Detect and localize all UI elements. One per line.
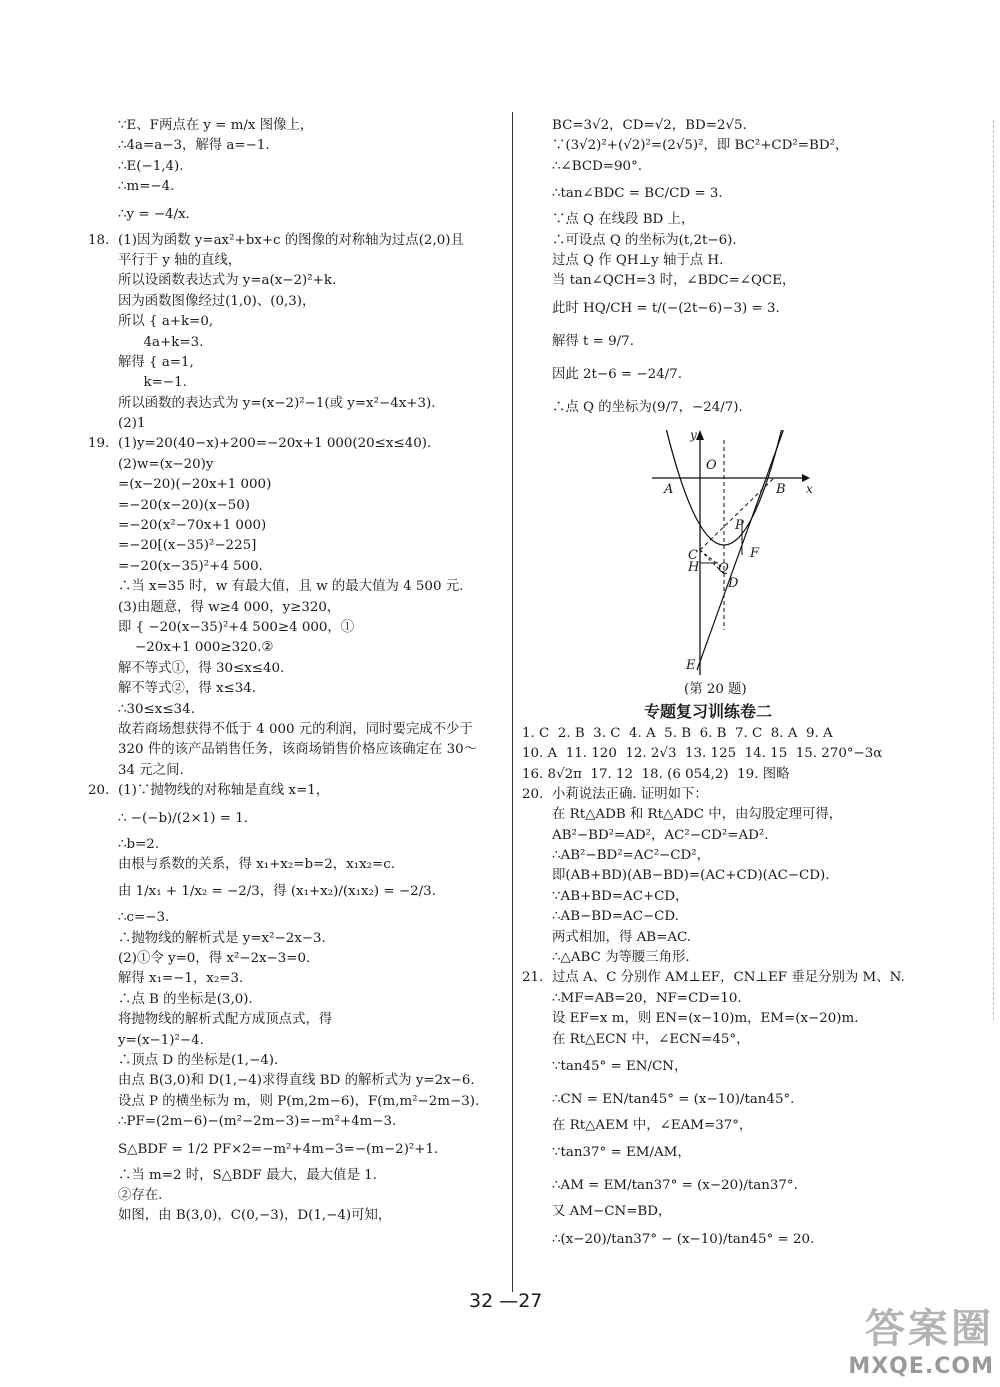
- line-text: 由根与系数的关系，得 x₁+x₂=b=2，x₁x₂=c.: [118, 856, 395, 872]
- answer-line: [522, 1136, 914, 1169]
- answer-line: [88, 136, 506, 156]
- answer-line: [88, 557, 506, 577]
- line-text: ∴△ABC 为等腰三角形.: [552, 950, 690, 966]
- answer-line: [522, 989, 914, 1009]
- line-text: 当 tan∠QCH=3 时，∠BDC=∠QCE，: [552, 273, 796, 289]
- line-text: ∵(3√2)²+(√2)²=(2√5)²，即 BC²+CD²=BD²，: [552, 138, 849, 154]
- answer-line: [88, 373, 506, 393]
- line-text: 4a+k=3.: [118, 334, 204, 350]
- line-text: 所以 { a+k=0,: [118, 314, 214, 330]
- question-number: 21.: [522, 970, 544, 986]
- line-text: 将抛物线的解析式配方成顶点式，得: [118, 1012, 333, 1028]
- line-text: ∵点 Q 在线段 BD 上，: [552, 212, 695, 228]
- answer-line: [88, 929, 506, 949]
- answer-line: [522, 1083, 914, 1116]
- answer-line: [522, 325, 914, 358]
- line-text: ∴点 B 的坐标是(3,0).: [118, 991, 253, 1007]
- line-text: =(x−20)(−20x+1 000): [118, 477, 272, 493]
- y-axis-arrow: [696, 430, 704, 440]
- answer-line: [88, 157, 506, 177]
- answer-line: [522, 928, 914, 948]
- left-column: [88, 116, 506, 1227]
- answer-line: [522, 1223, 914, 1256]
- answer-line: [88, 875, 506, 908]
- line-text: ∴b=2.: [118, 836, 160, 852]
- right-column-bottom: [522, 724, 914, 1256]
- answer-line: [522, 271, 914, 291]
- question-number: 18.: [88, 232, 110, 248]
- answer-line: [88, 835, 506, 855]
- answer-line: [88, 251, 506, 271]
- line-text: ∵tan45° = EN/CN，: [552, 1058, 688, 1074]
- line-text: 解得 t = 9/7.: [552, 333, 634, 349]
- answer-line: [522, 765, 914, 785]
- line-text: 在 Rt△ADB 和 Rt△ADC 中，由勾股定理可得，: [552, 807, 843, 823]
- answer-line: [522, 251, 914, 271]
- answer-line: [88, 1092, 506, 1112]
- line-text: 如图，由 B(3,0)，C(0,−3)，D(1,−4)可知，: [118, 1208, 392, 1224]
- answer-line: [88, 802, 506, 835]
- label-h: H: [688, 559, 700, 575]
- question-number: 19.: [88, 436, 110, 452]
- line-text: 即(AB+BD)(AB−BD)=(AC+CD)(AC−CD).: [552, 868, 830, 884]
- answer-line: [88, 1051, 506, 1071]
- line-text: y=(x−1)²−4.: [118, 1032, 204, 1048]
- line-text: 320 件的该产品销售任务，该商场销售价格应该确定在 30～: [118, 742, 478, 758]
- line-text: =−20(x−20)(x−50): [118, 497, 250, 513]
- answer-line: [88, 1112, 506, 1132]
- answer-line: [88, 1071, 506, 1091]
- line-text: 设点 P 的横坐标为 m，则 P(m,2m−6)，F(m,m²−2m−3).: [118, 1093, 480, 1109]
- line-text: −20x+1 000≥320.②: [118, 640, 274, 656]
- line-text: ∴当 m=2 时，S△BDF 最大，最大值是 1.: [118, 1167, 377, 1183]
- answer-line: [88, 475, 506, 495]
- x-axis-arrow: [802, 474, 810, 482]
- column-divider: [512, 112, 513, 1292]
- watermark: [848, 1297, 994, 1379]
- line-text: 1. C 2. B 3. C 4. A 5. B 6. B 7. C 8. A 9. A: [522, 725, 833, 741]
- line-text: 在 Rt△ECN 中，∠ECN=45°，: [552, 1031, 750, 1047]
- answer-line: [88, 618, 506, 638]
- label-a: A: [664, 481, 674, 497]
- answer-line: [522, 826, 914, 846]
- line-text: ∴4a=a−3，解得 a=−1.: [118, 138, 270, 154]
- label-x: x: [806, 481, 813, 496]
- figure-graph: [652, 427, 842, 680]
- line-text: ∴可设点 Q 的坐标为(t,2t−6).: [552, 232, 737, 248]
- answer-line: [522, 907, 914, 927]
- line-text: ∴E(−1,4).: [118, 158, 184, 174]
- answer-line: [88, 659, 506, 679]
- answer-line: [88, 740, 506, 760]
- answer-line: [522, 231, 914, 251]
- line-text: ∴tan∠BDC = BC/CD = 3.: [552, 186, 723, 202]
- answer-line: [88, 990, 506, 1010]
- line-text: =−20(x−35)²+4 500.: [118, 558, 263, 574]
- answer-line: [88, 1166, 506, 1186]
- answer-line: [88, 198, 506, 231]
- answer-line: [88, 1031, 506, 1051]
- line-text: 所以设函数表达式为 y=a(x−2)²+k.: [118, 273, 337, 289]
- watermark-url: MXQE.COM: [848, 1354, 994, 1379]
- right-column: [522, 116, 914, 1256]
- answer-line: [88, 271, 506, 291]
- line-text: 设 EF=x m，则 EN=(x−10)m，EM=(x−20)m.: [552, 1011, 859, 1027]
- answer-line: [522, 136, 914, 156]
- line-text: ∴顶点 D 的坐标是(1,−4).: [118, 1053, 279, 1069]
- line-text: 故若商场想获得不低于 4 000 元的利润，同时要完成不少于: [118, 721, 473, 737]
- line-text: (3)由题意，得 w≥4 000，y≥320，: [118, 599, 341, 615]
- question-number: 20.: [522, 786, 544, 802]
- answer-line: [88, 177, 506, 197]
- line-text: =−20[(x−35)²−225]: [118, 538, 257, 554]
- answer-line: [88, 700, 506, 720]
- answer-line: [522, 724, 914, 744]
- line-text: 因此 2t−6 = −24/7.: [552, 366, 682, 382]
- answer-line: [522, 358, 914, 391]
- answer-line: [522, 1169, 914, 1202]
- line-text: ∴CN = EN/tan45° = (x−10)/tan45°.: [552, 1091, 795, 1107]
- page-edge: [993, 120, 1000, 1020]
- label-o: O: [706, 457, 717, 473]
- line-text: 两式相加，得 AB=AC.: [552, 929, 692, 945]
- answer-line: [88, 638, 506, 658]
- line-text: 因为函数图像经过(1,0)、(0,3)，: [118, 293, 316, 309]
- line-text: ∴MF=AB=20，NF=CD=10.: [552, 990, 742, 1006]
- answer-line: [88, 116, 506, 136]
- answer-line: [522, 1202, 914, 1222]
- line-text: ∴ −(−b)/(2×1) = 1.: [118, 810, 248, 826]
- answer-line: [88, 333, 506, 353]
- label-c: C: [688, 547, 698, 563]
- line-text: ∴AB−BD=AC−CD.: [552, 909, 679, 925]
- label-e: E: [686, 657, 696, 673]
- line-text: 由 1/x₁ + 1/x₂ = −2/3，得 (x₁+x₂)/(x₁x₂) = −2/3.: [118, 884, 436, 900]
- answer-line: [88, 1133, 506, 1166]
- answer-line: [522, 292, 914, 325]
- line-text: 解不等式②，得 x≤34.: [118, 681, 257, 697]
- answer-line: [88, 292, 506, 312]
- line-text: =−20(x²−70x+1 000): [118, 518, 267, 534]
- section-title: 专题复习训练卷二: [644, 701, 773, 721]
- answer-line: [88, 781, 506, 801]
- answer-line: [522, 968, 914, 988]
- answer-line: [88, 231, 506, 251]
- line-text: ②存在.: [118, 1187, 163, 1203]
- line-text: 即 { −20(x−35)²+4 500≥4 000，①: [118, 619, 355, 635]
- line-text: ∴30≤x≤34.: [118, 701, 195, 717]
- answer-line: [522, 948, 914, 968]
- answer-line: [88, 394, 506, 414]
- answer-line: [522, 391, 914, 424]
- answer-line: [522, 116, 914, 136]
- answer-line: [88, 908, 506, 928]
- answer-line: [88, 1186, 506, 1206]
- line-text: ∴(x−20)/tan37° − (x−10)/tan45° = 20.: [552, 1231, 815, 1247]
- answer-line: [522, 785, 914, 805]
- line-text: (1)因为函数 y=ax²+bx+c 的图像的对称轴为过点(2,0)且: [118, 232, 464, 248]
- answer-line: [522, 846, 914, 866]
- right-column-top: [522, 116, 914, 424]
- line-text: (2)w=(x−20)y: [118, 456, 214, 472]
- line-text: 10. A 11. 120 12. 2√3 13. 125 14. 15 15. 270°−3α: [522, 746, 883, 762]
- line-text: 由点 B(3,0)和 D(1,−4)求得直线 BD 的解析式为 y=2x−6.: [118, 1073, 475, 1089]
- label-b: B: [776, 481, 786, 497]
- answer-line: [88, 1010, 506, 1030]
- line-text: BC=3√2，CD=√2，BD=2√5.: [552, 118, 747, 133]
- line-text: ∴点 Q 的坐标为(9/7，−24/7).: [552, 399, 743, 415]
- line-text: ∵AB+BD=AC+CD，: [552, 888, 689, 904]
- answer-line: [522, 887, 914, 907]
- line-text: k=−1.: [118, 375, 187, 391]
- watermark-logo: 答案圈: [865, 1306, 994, 1352]
- line-text: ∵tan37° = EM/AM，: [552, 1145, 691, 1161]
- answer-line: [88, 969, 506, 989]
- line-text: 解得 { a=1,: [118, 354, 194, 370]
- answer-line: [88, 434, 506, 454]
- line-text: 在 Rt△AEM 中，∠EAM=37°，: [552, 1117, 753, 1133]
- line-text: 平行于 y 轴的直线，: [118, 252, 242, 268]
- line-text: ∴m=−4.: [118, 179, 175, 195]
- answer-line: [88, 720, 506, 740]
- answer-line: [88, 496, 506, 516]
- line-text: 所以函数的表达式为 y=(x−2)²−1(或 y=x²−4x+3).: [118, 395, 436, 411]
- answer-line: [88, 353, 506, 373]
- line-text: 解得 x₁=−1，x₂=3.: [118, 971, 244, 987]
- answer-line: [88, 855, 506, 875]
- answer-line: [522, 157, 914, 177]
- answer-line: [88, 577, 506, 597]
- line-text: 解不等式①，得 30≤x≤40.: [118, 660, 285, 676]
- line-text: 34 元之间.: [118, 762, 184, 778]
- answer-line: [522, 1116, 914, 1136]
- line-text: ∴AM = EM/tan37° = (x−20)/tan37°.: [552, 1178, 798, 1194]
- line-text: ∴抛物线的解析式是 y=x²−2x−3.: [118, 930, 326, 946]
- answer-line: [88, 312, 506, 332]
- answer-line: [88, 679, 506, 699]
- answer-line: [522, 805, 914, 825]
- line-text: ∴当 x=35 时，w 有最大值，且 w 的最大值为 4 500 元.: [118, 579, 464, 595]
- line-text: ∴c=−3.: [118, 910, 170, 926]
- answer-line: [88, 516, 506, 536]
- label-f: F: [750, 545, 760, 561]
- line-text: 又 AM−CN=BD，: [552, 1204, 672, 1220]
- line-text: (1)∵抛物线的对称轴是直线 x=1，: [118, 783, 330, 799]
- answer-line: [88, 536, 506, 556]
- answer-line: [88, 761, 506, 781]
- line-text: ∴AB²−BD²=AC²−CD²，: [552, 848, 711, 864]
- line-text: 此时 HQ/CH = t/(−(2t−6)−3) = 3.: [552, 300, 780, 316]
- page-number: 32 —27: [469, 1290, 543, 1312]
- label-d: D: [728, 575, 739, 591]
- line-text: (2)1: [118, 416, 146, 432]
- label-q: Q: [718, 560, 729, 576]
- line-text: 过点 A、C 分别作 AM⊥EF，CN⊥EF 垂足分别为 M、N.: [552, 970, 905, 986]
- line-text: ∴y = −4/x.: [118, 206, 190, 222]
- line-text: (2)①令 y=0，得 x²−2x−3=0.: [118, 951, 311, 967]
- label-y: y: [690, 427, 697, 442]
- answer-line: [88, 414, 506, 434]
- answer-line: [522, 1030, 914, 1050]
- answer-line: [88, 949, 506, 969]
- line-text: 小莉说法正确. 证明如下：: [552, 786, 708, 802]
- question-number: 20.: [88, 783, 110, 799]
- answer-line: [522, 177, 914, 210]
- line-text: (1)y=20(40−x)+200=−20x+1 000(20≤x≤40).: [118, 436, 432, 452]
- label-p: P: [735, 517, 744, 533]
- answer-line: [88, 598, 506, 618]
- line-text: S△BDF = 1/2 PF×2=−m²+4m−3=−(m−2)²+1.: [118, 1141, 439, 1157]
- answer-line: [88, 455, 506, 475]
- answer-line: [522, 744, 914, 764]
- answer-line: [522, 1050, 914, 1083]
- line-text: AB²−BD²=AD²，AC²−CD²=AD².: [552, 827, 769, 843]
- line-text: ∴PF=(2m−6)−(m²−2m−3)=−m²+4m−3.: [118, 1114, 397, 1130]
- answer-line: [522, 866, 914, 886]
- line-text: 16. 8√2π 17. 12 18. (6 054,2) 19. 图略: [522, 766, 790, 782]
- answer-line: [88, 1206, 506, 1226]
- line-text: ∴∠BCD=90°.: [552, 158, 643, 174]
- answer-line: [522, 210, 914, 230]
- line-text: 过点 Q 作 QH⊥y 轴于点 H.: [552, 252, 724, 268]
- answer-line: [522, 1009, 914, 1029]
- figure-caption: (第 20 题): [684, 681, 747, 697]
- line-text: ∵E、F两点在 y = m/x 图像上，: [118, 118, 314, 133]
- parabola-figure: [652, 427, 842, 680]
